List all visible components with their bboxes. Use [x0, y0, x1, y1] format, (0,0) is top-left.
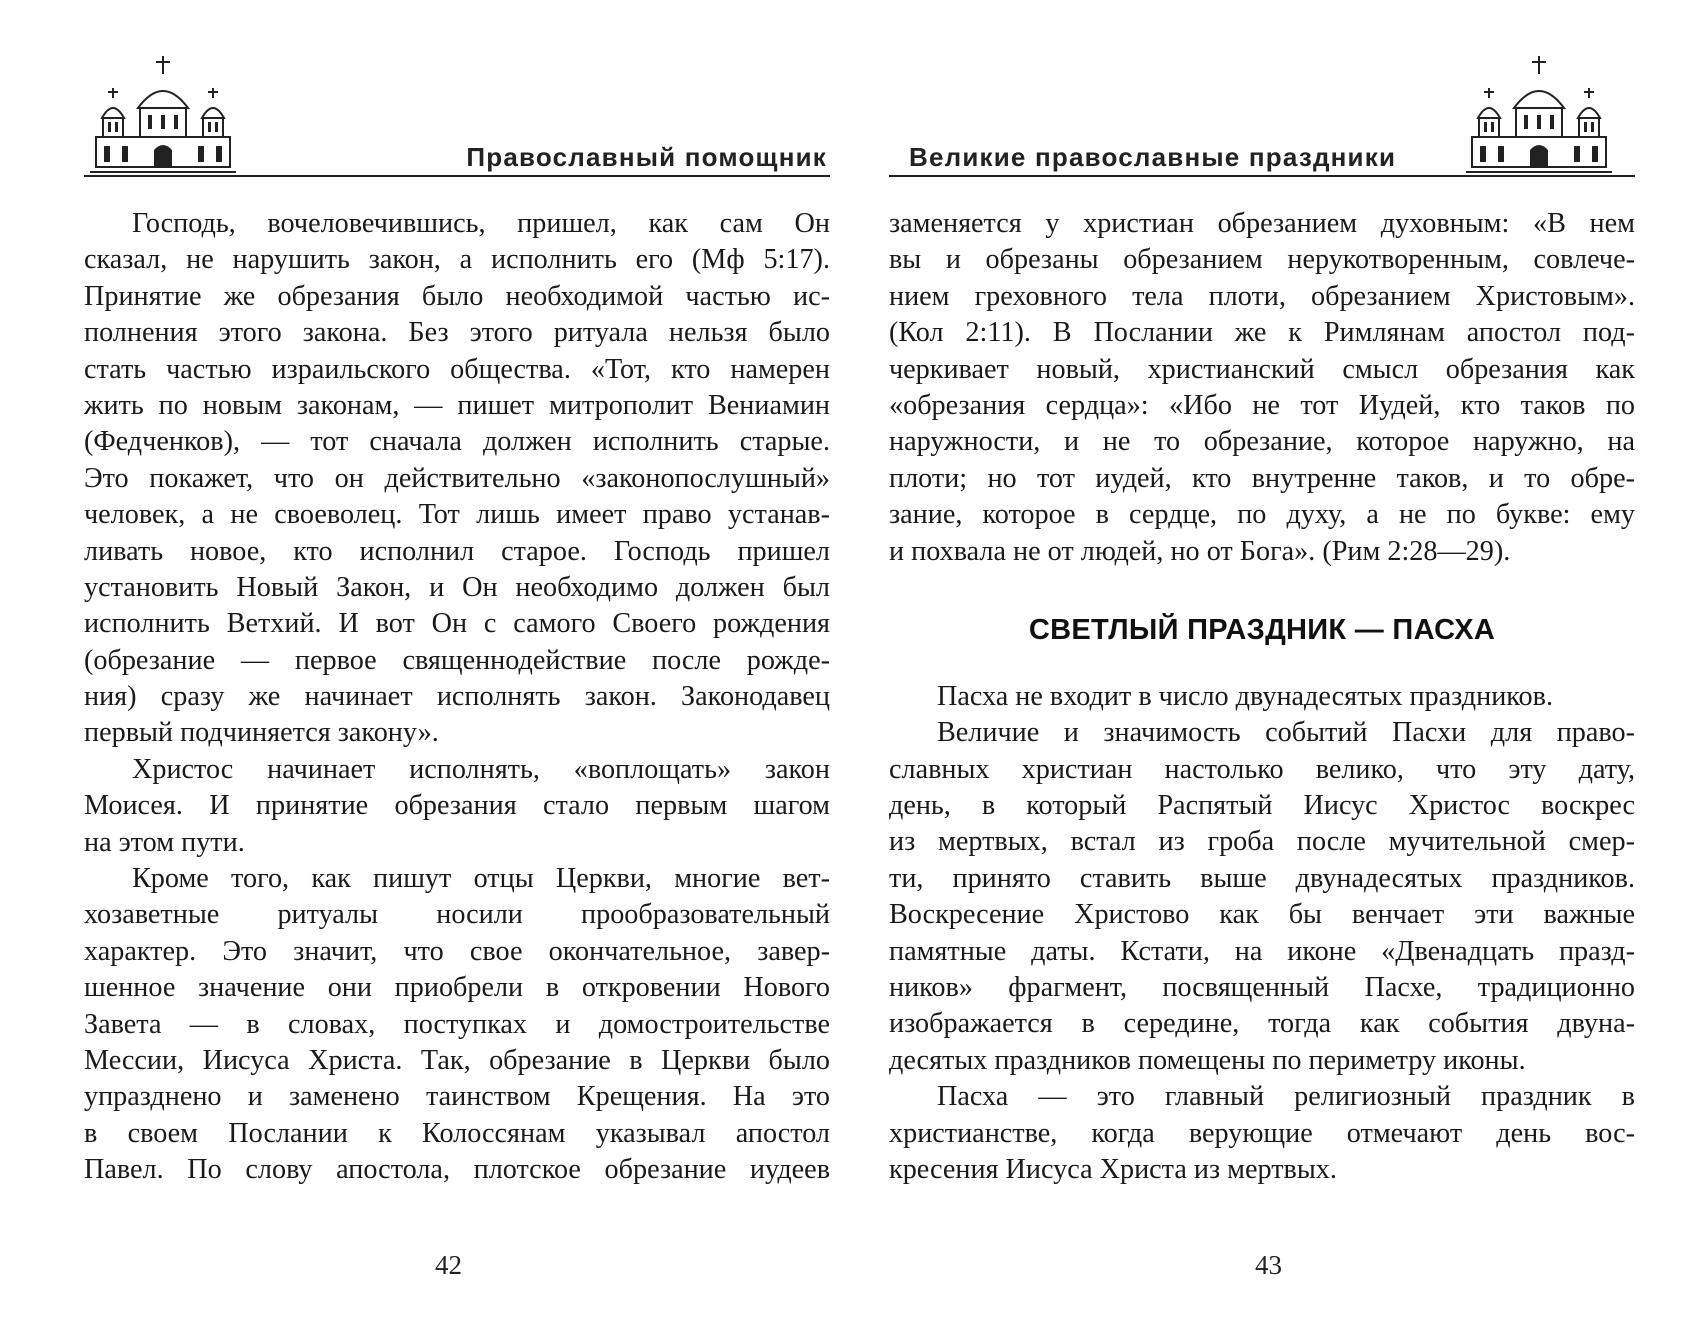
page-body [84, 206, 830, 1189]
right-page [849, 0, 1699, 1317]
page-body [889, 206, 1635, 1188]
text-line: Воскресение Христово как бы венчает эти важные [889, 899, 1635, 931]
text-line: кресения Иисуса Христа из мертвых. [889, 1153, 1337, 1185]
text-line: христианстве, когда верующие отмечают день вос- [889, 1117, 1635, 1149]
text-line: полнения этого закона. Без этого ритуала нельзя было [84, 317, 830, 349]
text-line: нием греховного тела плоти, обрезанием Христовым». [889, 280, 1635, 312]
church-domes-icon [88, 52, 238, 174]
text-line: Мессии, Иисуса Христа. Так, обрезание в Церкви было [84, 1044, 830, 1076]
text-line: Кроме того, как пишут отцы Церкви, многие вет- [132, 863, 830, 895]
text-line: славных христиан настолько велико, что эту дату, [889, 753, 1635, 785]
text-line: человек, а не своеволец. Тот лишь имеет право устанав- [84, 499, 830, 531]
text-line: зание, которое в сердце, по духу, а не по букве: ему [889, 499, 1635, 531]
text-line: жить по новым законам, — пишет митрополит Вениамин [84, 389, 830, 421]
page-number: 43 [1255, 1250, 1282, 1280]
text-line: памятные даты. Кстати, на иконе «Двенадцать празд- [889, 935, 1635, 967]
text-line: наружности, и не то обрезание, которое наружно, на [889, 426, 1635, 458]
text-line: (обрезание — первое священнодействие после рожде- [84, 644, 830, 676]
text-line: ти, принято ставить выше двунадесятых праздников. [889, 862, 1635, 894]
running-head: Православный помощник [466, 142, 827, 172]
text-line: упразднено и заменено таинством Крещения. На это [84, 1081, 830, 1113]
text-line: черкивает новый, христианский смысл обрезания как [889, 353, 1635, 385]
left-page [0, 0, 849, 1317]
text-line: Христос начинает исполнять, «воплощать» закон [132, 753, 830, 785]
church-domes-icon [1464, 52, 1614, 174]
text-line: в своем Послании к Колоссянам указывал апостол [84, 1117, 830, 1149]
text-line: Принятие же обрезания было необходимой частью ис- [84, 280, 830, 312]
text-line: из мертвых, встал из гроба после мучительной смер- [889, 826, 1635, 858]
text-line: (Федченков), — тот сначала должен исполнить старые. [84, 426, 830, 458]
text-line: вы и обрезаны обрезанием нерукотворенным, совлече- [889, 244, 1635, 276]
text-line: плоти; но тот иудей, кто внутренне таков, и то обре- [889, 462, 1635, 494]
text-line: стать частью израильского общества. «Тот, кто намерен [84, 353, 830, 385]
text-line: характер. Это значит, что свое окончательное, завер- [84, 935, 830, 967]
text-line: ников» фрагмент, посвященный Пасхе, традиционно [889, 972, 1635, 1004]
text-line: исполнить Ветхий. И вот Он с самого Своего рождения [84, 608, 830, 640]
text-line: хозаветные ритуалы носили прообразовательный [84, 899, 830, 931]
text-line: сказал, не нарушить закон, а исполнить его (Мф 5:17). [84, 244, 830, 276]
text-line: Завета — в словах, поступках и домостроительстве [84, 1008, 830, 1040]
text-line: Это покажет, что он действительно «законопослушный» [84, 462, 830, 494]
text-line: день, в который Распятый Иисус Христос воскрес [889, 790, 1635, 822]
text-line: (Кол 2:11). В Послании же к Римлянам апостол под- [889, 317, 1635, 349]
text-line: Пасха не входит в число двунадесятых праздников. [937, 680, 1554, 712]
text-line: на этом пути. [84, 826, 245, 858]
header-rule [84, 175, 830, 177]
text-line: десятых праздников помещены по периметру иконы. [889, 1044, 1526, 1076]
text-line: Пасха — это главный религиозный праздник в [937, 1081, 1635, 1113]
text-line: шенное значение они приобрели в откровении Нового [84, 972, 830, 1004]
text-line: установить Новый Закон, и Он необходимо должен был [84, 571, 830, 603]
section-heading-block [889, 570, 1635, 679]
text-line: Моисея. И принятие обрезания стало первым шагом [84, 790, 830, 822]
text-line: заменяется у христиан обрезанием духовным: «В нем [889, 208, 1635, 239]
text-line: Павел. По слову апостола, плотское обрезание иудеев [84, 1154, 830, 1186]
text-line: первый подчиняется закону». [84, 717, 439, 749]
text-line: ливать новое, кто исполнил старое. Господь пришел [84, 535, 830, 567]
section-heading: СВЕТЛЫЙ ПРАЗДНИК — ПАСХА [1028, 613, 1496, 646]
header-rule [889, 175, 1635, 177]
text-line: Господь, вочеловечившись, пришел, как сам Он [132, 208, 830, 239]
text-line: ния) сразу же начинает исполнять закон. Законодавец [84, 681, 830, 713]
page-number: 42 [435, 1250, 462, 1280]
text-line: и похвала не от людей, но от Бога». (Рим 2:28—29). [889, 535, 1511, 567]
running-head: Великие православные праздники [909, 142, 1397, 172]
text-line: «обрезания сердца»: «Ибо не тот Иудей, кто таков по [889, 389, 1635, 421]
text-line: Величие и значимость событий Пасхи для право- [937, 717, 1635, 749]
text-line: изображается в середине, тогда как события двуна- [889, 1008, 1635, 1040]
